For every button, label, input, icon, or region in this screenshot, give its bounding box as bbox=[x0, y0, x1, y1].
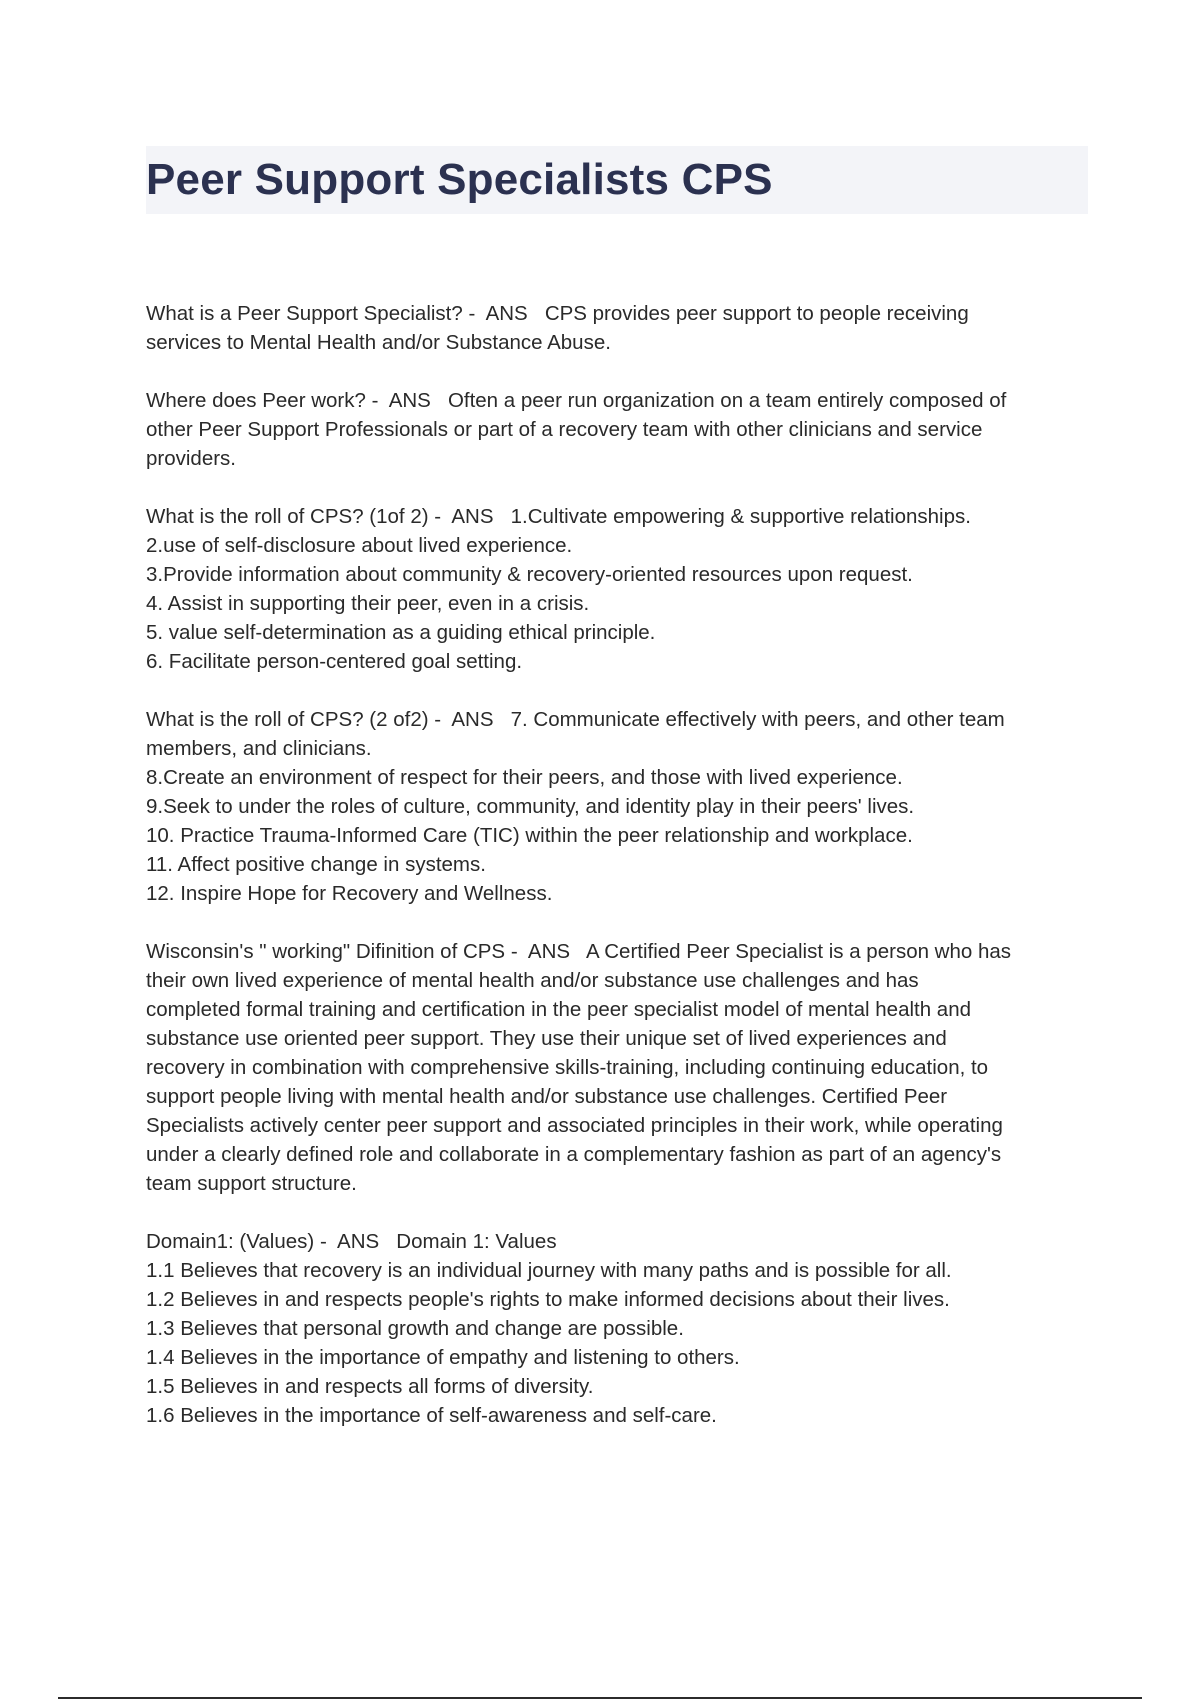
qa-item bbox=[146, 705, 1096, 908]
qa-line bbox=[146, 444, 1096, 473]
answer-text: substance use oriented peer support. They use their unique set of lived experiences and bbox=[146, 1027, 947, 1050]
qa-line bbox=[146, 1082, 1096, 1111]
qa-line bbox=[146, 328, 1096, 357]
qa-line bbox=[146, 1256, 1096, 1285]
qa-line bbox=[146, 647, 1096, 676]
answer-separator: - ANS bbox=[428, 505, 511, 528]
qa-line bbox=[146, 1401, 1096, 1430]
answer-text: 9.Seek to under the roles of culture, community, and identity play in their peers' lives. bbox=[146, 795, 915, 818]
qa-line bbox=[146, 1053, 1096, 1082]
footer-divider bbox=[58, 1697, 1142, 1699]
answer-text: 1.6 Believes in the importance of self-awareness and self-care. bbox=[146, 1404, 717, 1427]
answer-text: support people living with mental health and/or substance use challenges. Certified Peer bbox=[146, 1085, 948, 1108]
qa-line bbox=[146, 705, 1096, 734]
answer-text: 4. Assist in supporting their peer, even in a crisis. bbox=[146, 592, 590, 615]
answer-text: 5. value self-determination as a guiding ethical principle. bbox=[146, 621, 656, 644]
document-body bbox=[146, 299, 1096, 1459]
answer-text: 2.use of self-disclosure about lived experience. bbox=[146, 534, 573, 557]
answer-separator: - ANS bbox=[365, 389, 448, 412]
answer-text: 8.Create an environment of respect for their peers, and those with lived experience. bbox=[146, 766, 903, 789]
answer-text: members, and clinicians. bbox=[146, 737, 372, 760]
answer-text: Often a peer run organization on a team entirely composed of bbox=[447, 389, 1007, 412]
qa-line bbox=[146, 531, 1096, 560]
answer-separator: - ANS bbox=[505, 940, 587, 963]
qa-line bbox=[146, 937, 1096, 966]
answer-separator: - ANS bbox=[462, 302, 545, 325]
answer-text: 10. Practice Trauma-Informed Care (TIC) within the peer relationship and workplace. bbox=[146, 824, 913, 847]
answer-text: their own lived experience of mental health and/or substance use challenges and has bbox=[146, 969, 919, 992]
answer-text: Domain 1: Values bbox=[396, 1230, 557, 1253]
qa-line bbox=[146, 299, 1096, 328]
qa-line bbox=[146, 792, 1096, 821]
qa-line bbox=[146, 1343, 1096, 1372]
qa-line bbox=[146, 502, 1096, 531]
answer-text: 3.Provide information about community & recovery-oriented resources upon request. bbox=[146, 563, 913, 586]
answer-text: team support structure. bbox=[146, 1172, 357, 1195]
qa-line bbox=[146, 386, 1096, 415]
answer-text: Specialists actively center peer support and associated principles in their work, while operating bbox=[146, 1114, 1003, 1137]
answer-text: services to Mental Health and/or Substance Abuse. bbox=[146, 331, 611, 354]
answer-text: providers. bbox=[146, 447, 237, 470]
qa-line bbox=[146, 1169, 1096, 1198]
qa-line bbox=[146, 618, 1096, 647]
title-banner bbox=[146, 146, 1088, 214]
qa-line bbox=[146, 1227, 1096, 1256]
answer-text: 1.1 Believes that recovery is an individual journey with many paths and is possible for all. bbox=[146, 1259, 952, 1282]
answer-text: A Certified Peer Specialist is a person who has bbox=[586, 940, 1012, 963]
question-text: What is the roll of CPS? (1of 2) bbox=[146, 505, 429, 528]
answer-text: CPS provides peer support to people receiving bbox=[544, 302, 969, 325]
qa-line bbox=[146, 966, 1096, 995]
page-title: Peer Support Specialists CPS bbox=[146, 155, 773, 204]
qa-line bbox=[146, 589, 1096, 618]
qa-item bbox=[146, 937, 1096, 1198]
answer-separator: - ANS bbox=[428, 708, 511, 731]
qa-item bbox=[146, 1227, 1096, 1430]
answer-text: 12. Inspire Hope for Recovery and Wellness. bbox=[146, 882, 553, 905]
qa-line bbox=[146, 560, 1096, 589]
question-text: Domain1: (Values) bbox=[146, 1230, 315, 1253]
answer-text: recovery in combination with comprehensive skills-training, including continuing education, to bbox=[146, 1056, 989, 1079]
qa-item bbox=[146, 299, 1096, 357]
qa-line bbox=[146, 995, 1096, 1024]
answer-text: other Peer Support Professionals or part of a recovery team with other clinicians and service bbox=[146, 418, 983, 441]
question-text: Where does Peer work? bbox=[146, 389, 366, 412]
question-text: What is the roll of CPS? (2 of2) bbox=[146, 708, 429, 731]
answer-text: under a clearly defined role and collaborate in a complementary fashion as part of an agency's bbox=[146, 1143, 1002, 1166]
qa-line bbox=[146, 821, 1096, 850]
qa-line bbox=[146, 1314, 1096, 1343]
qa-line bbox=[146, 879, 1096, 908]
question-text: Wisconsin's " working" Difinition of CPS bbox=[146, 940, 506, 963]
answer-text: completed formal training and certification in the peer specialist model of mental health and bbox=[146, 998, 972, 1021]
qa-line bbox=[146, 1111, 1096, 1140]
qa-line bbox=[146, 1024, 1096, 1053]
qa-item bbox=[146, 502, 1096, 676]
qa-item bbox=[146, 386, 1096, 473]
answer-text: 1.Cultivate empowering & supportive relationships. bbox=[510, 505, 971, 528]
qa-line bbox=[146, 734, 1096, 763]
question-text: What is a Peer Support Specialist? bbox=[146, 302, 463, 325]
qa-line bbox=[146, 1140, 1096, 1169]
answer-text: 1.2 Believes in and respects people's rights to make informed decisions about their lives. bbox=[146, 1288, 950, 1311]
qa-line bbox=[146, 415, 1096, 444]
answer-text: 1.4 Believes in the importance of empathy and listening to others. bbox=[146, 1346, 740, 1369]
qa-line bbox=[146, 850, 1096, 879]
qa-line bbox=[146, 763, 1096, 792]
answer-text: 11. Affect positive change in systems. bbox=[146, 853, 486, 876]
answer-text: 7. Communicate effectively with peers, and other team bbox=[510, 708, 1005, 731]
qa-line bbox=[146, 1372, 1096, 1401]
answer-text: 1.5 Believes in and respects all forms of diversity. bbox=[146, 1375, 594, 1398]
answer-text: 1.3 Believes that personal growth and change are possible. bbox=[146, 1317, 684, 1340]
answer-text: 6. Facilitate person-centered goal setting. bbox=[146, 650, 523, 673]
qa-line bbox=[146, 1285, 1096, 1314]
answer-separator: - ANS bbox=[314, 1230, 397, 1253]
